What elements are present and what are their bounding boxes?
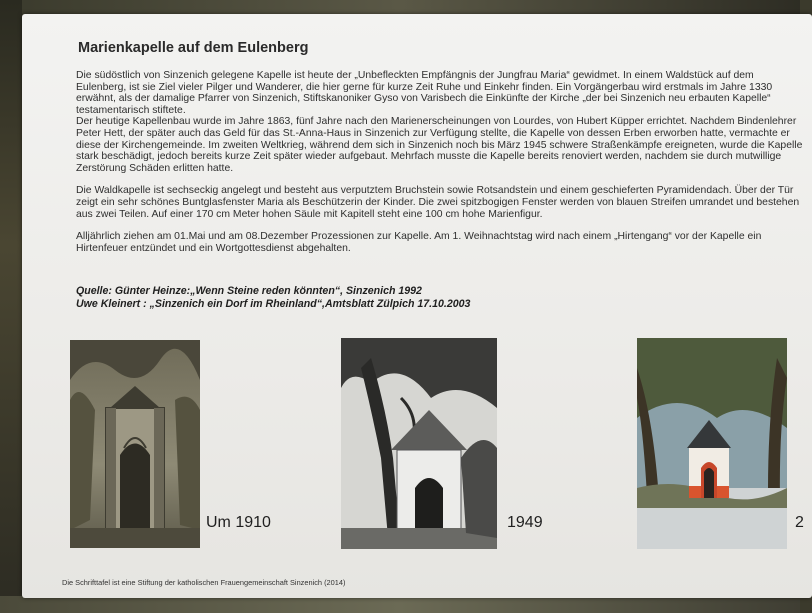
photo-chapel-recent bbox=[637, 338, 787, 549]
information-sign bbox=[22, 14, 812, 598]
background-ground bbox=[0, 596, 800, 613]
source-line: Quelle: Günter Heinze:„Wenn Steine reden könnten“, Sinzenich 1992 bbox=[76, 285, 422, 297]
sources-block bbox=[76, 285, 796, 310]
photo-caption-1910: Um 1910 bbox=[206, 514, 271, 531]
paragraph-processions: Alljährlich ziehen am 01.Mai und am 08.Dezember Prozessionen zur Kapelle. Am 1. Weihnachtstag wird nach einem „Hirtengang“ vor der Kapelle ein Hirtenfeuer entzündet und ein Wortgottesdienst abgehalten. bbox=[76, 231, 762, 254]
background-foliage-left bbox=[0, 0, 22, 613]
photo-caption-recent: 2 bbox=[795, 514, 804, 531]
photo-chapel-1949 bbox=[341, 338, 497, 549]
photo-chapel-1910 bbox=[70, 340, 200, 548]
source-line: Uwe Kleinert : „Sinzenich ein Dorf im Rheinland“,Amtsblatt Zülpich 17.10.2003 bbox=[76, 297, 471, 310]
sign-footer: Die Schrifttafel ist eine Stiftung der katholischen Frauengemeinschaft Sinzenich (2014) bbox=[62, 578, 346, 587]
sign-title: Marienkapelle auf dem Eulenberg bbox=[78, 40, 309, 56]
paragraph-architecture: Die Waldkapelle ist sechseckig angelegt und besteht aus verputztem Bruchstein sowie Rotsandstein und einem geschieferten Pyramidendach. Über der Tür zeigt ein sehr schönes Buntglasfenster Maria als Beschützerin der Kinder. Die zwei spitzbogigen Fenster werden von blauen Streifen umrandet und bestehen aus zwei Teilen. Auf einer 170 cm Meter hohen Säule mit Kapitell steht eine 100 cm hohe Marienfigur. bbox=[76, 185, 800, 220]
photo-caption-1949: 1949 bbox=[507, 514, 543, 531]
sign-body-text bbox=[76, 70, 804, 265]
paragraph-history: Die südöstlich von Sinzenich gelegene Kapelle ist heute der „Unbefleckten Empfängnis der Jungfrau Maria“ gewidmet. In einem Waldstück auf dem Eulenberg, ist sie Ziel vieler Pilger und Wanderer, die hier gerne für kurze Zeit Ruhe und Einkehr finden. Ein Vorgängerbau wird erstmals im Jahre 1330 erwähnt, als der damalige Pfarrer von Sinzenich, Stiftskanoniker Gyso von Varisbech die Einkünfte der Kirche „der bei Sinzenich neu erbauten Kapelle“ testamentarisch stiftete. Der heutige Kapellenbau wurde im Jahre 1863, fünf Jahre nach den Marienerscheinungen von Lourdes, von Hubert Küpper errichtet. Nachdem Bindenlehrer Peter Hett, der später auch das Geld für das St.-Anna-Haus in Sinzenich zur Verfügung stellte, die Kapelle von dessen Erben erworben hatte, vermachte er diese der Kirchengemeinde. Im zweiten Weltkrieg, während dem sich in Sinzenich noch bis März 1945 schwere Straßenkämpfe ereigneten, wurde die Kapelle stark beschädigt, jedoch bereits kurze Zeit später wieder aufgebaut. Mehrfach musste die Kapelle bereits renoviert werden, nachdem sie durch mutwillige Zerstörung Schäden erlitten hatte. bbox=[76, 70, 803, 174]
